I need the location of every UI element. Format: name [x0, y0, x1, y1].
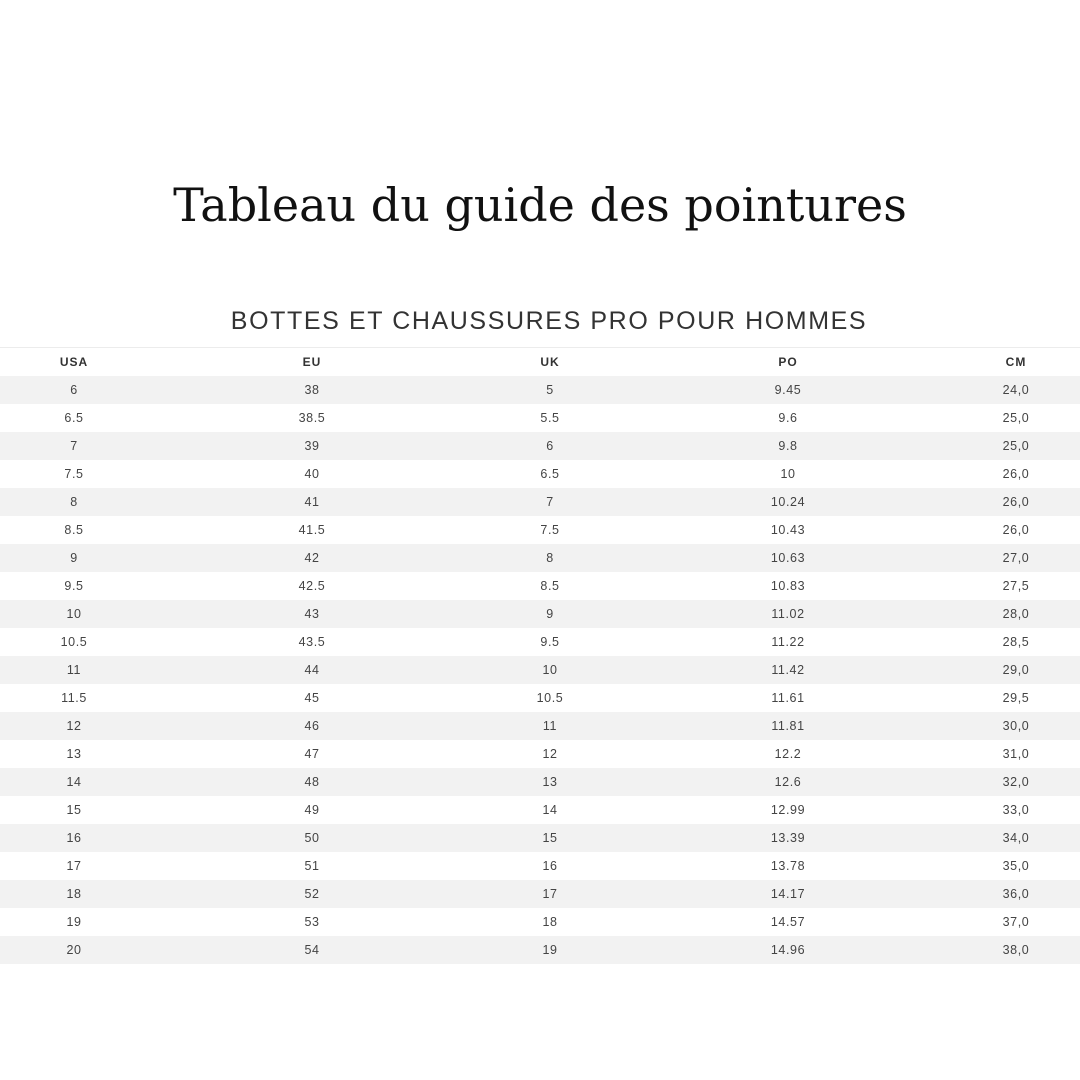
cell-cm: 27,5: [1002, 578, 1030, 593]
table-row: [0, 852, 1080, 880]
cell-cm: 34,0: [1002, 830, 1030, 845]
table-row: [0, 796, 1080, 824]
cell-usa: 8.5: [64, 522, 84, 537]
cell-cm: 28,0: [1002, 606, 1030, 621]
cell-usa: 19: [66, 914, 82, 929]
cell-eu: 43.5: [298, 634, 326, 649]
cell-po: 11.61: [771, 690, 805, 705]
cell-eu: 48: [304, 774, 320, 789]
page-title: Tableau du guide des pointures: [173, 178, 907, 232]
cell-usa: 6: [70, 382, 78, 397]
cell-uk: 8.5: [540, 578, 560, 593]
cell-po: 12.99: [770, 802, 806, 817]
cell-usa: 15: [66, 802, 82, 817]
cell-cm: 31,0: [1002, 746, 1030, 761]
cell-usa: 17: [66, 858, 82, 873]
table-caption: BOTTES ET CHAUSSURES PRO POUR HOMMES: [230, 307, 868, 335]
header-row: [0, 348, 1080, 376]
cell-usa: 7.5: [64, 466, 84, 481]
table-row: [0, 824, 1080, 852]
cell-po: 11.02: [771, 606, 805, 621]
table-row: [0, 544, 1080, 572]
cell-cm: 33,0: [1002, 802, 1030, 817]
cell-cm: 38,0: [1002, 942, 1030, 957]
table-row: [0, 404, 1080, 432]
cell-po: 13.78: [770, 858, 806, 873]
table-row: [0, 376, 1080, 404]
cell-cm: 28,5: [1002, 634, 1030, 649]
cell-po: 12.6: [774, 774, 802, 789]
table-row: [0, 880, 1080, 908]
cell-usa: 13: [66, 746, 82, 761]
cell-cm: 27,0: [1002, 550, 1030, 565]
cell-usa: 9.5: [64, 578, 84, 593]
header-uk: UK: [540, 354, 560, 369]
table-row: [0, 936, 1080, 964]
cell-uk: 14: [542, 802, 558, 817]
cell-cm: 30,0: [1002, 718, 1030, 733]
cell-uk: 19: [542, 942, 558, 957]
cell-eu: 47: [304, 746, 320, 761]
table-row: [0, 432, 1080, 460]
cell-eu: 41.5: [298, 522, 326, 537]
cell-po: 14.17: [770, 886, 806, 901]
cell-cm: 26,0: [1002, 494, 1030, 509]
cell-uk: 11: [542, 718, 558, 733]
cell-cm: 29,0: [1002, 662, 1030, 677]
table-row: [0, 656, 1080, 684]
table-row: [0, 572, 1080, 600]
cell-po: 9.6: [778, 410, 798, 425]
table-row: [0, 684, 1080, 712]
cell-usa: 12: [66, 718, 82, 733]
cell-eu: 38.5: [298, 410, 326, 425]
cell-uk: 5: [546, 382, 554, 397]
cell-uk: 13: [542, 774, 558, 789]
table-row: [0, 712, 1080, 740]
cell-usa: 11.5: [61, 690, 87, 705]
header-eu: EU: [302, 354, 322, 369]
table-row: [0, 628, 1080, 656]
cell-eu: 38: [304, 382, 320, 397]
cell-po: 14.57: [770, 914, 806, 929]
cell-usa: 8: [70, 494, 78, 509]
cell-eu: 49: [304, 802, 320, 817]
header-po: PO: [778, 354, 798, 369]
cell-eu: 43: [304, 606, 320, 621]
cell-po: 11.42: [771, 662, 805, 677]
cell-uk: 18: [542, 914, 558, 929]
cell-uk: 6: [546, 438, 554, 453]
cell-uk: 6.5: [540, 466, 560, 481]
cell-po: 11.22: [771, 634, 805, 649]
cell-usa: 9: [70, 550, 78, 565]
table-row: [0, 488, 1080, 516]
cell-po: 10.63: [770, 550, 806, 565]
cell-cm: 26,0: [1002, 522, 1030, 537]
cell-eu: 39: [304, 438, 320, 453]
table-row: [0, 740, 1080, 768]
cell-eu: 45: [304, 690, 320, 705]
cell-uk: 12: [542, 746, 558, 761]
cell-uk: 7.5: [540, 522, 560, 537]
header-usa: USA: [59, 354, 89, 369]
cell-usa: 16: [66, 830, 82, 845]
cell-cm: 32,0: [1002, 774, 1030, 789]
table-row: [0, 908, 1080, 936]
cell-eu: 41: [304, 494, 320, 509]
cell-uk: 16: [542, 858, 558, 873]
cell-cm: 36,0: [1002, 886, 1030, 901]
cell-uk: 7: [546, 494, 554, 509]
cell-cm: 26,0: [1002, 466, 1030, 481]
cell-usa: 18: [66, 886, 82, 901]
cell-usa: 7: [70, 438, 78, 453]
cell-cm: 37,0: [1002, 914, 1030, 929]
cell-cm: 29,5: [1002, 690, 1030, 705]
cell-usa: 14: [66, 774, 82, 789]
cell-uk: 5.5: [540, 410, 560, 425]
table-row: [0, 600, 1080, 628]
size-chart-table: [0, 347, 1080, 964]
cell-eu: 46: [304, 718, 320, 733]
cell-usa: 20: [66, 942, 82, 957]
cell-uk: 10.5: [536, 690, 564, 705]
table-header: [0, 348, 1080, 376]
cell-eu: 50: [304, 830, 320, 845]
cell-po: 10: [780, 466, 796, 481]
cell-eu: 53: [304, 914, 320, 929]
table-body: [0, 376, 1080, 964]
cell-usa: 10.5: [60, 634, 88, 649]
cell-uk: 15: [542, 830, 558, 845]
cell-cm: 25,0: [1002, 410, 1030, 425]
cell-usa: 11: [66, 662, 82, 677]
cell-usa: 6.5: [64, 410, 84, 425]
cell-po: 10.24: [770, 494, 806, 509]
cell-cm: 24,0: [1002, 382, 1030, 397]
cell-uk: 9: [546, 606, 554, 621]
table-row: [0, 768, 1080, 796]
cell-usa: 10: [66, 606, 82, 621]
cell-po: 11.81: [771, 718, 805, 733]
cell-eu: 54: [304, 942, 320, 957]
table-row: [0, 516, 1080, 544]
cell-eu: 44: [304, 662, 320, 677]
cell-eu: 42.5: [298, 578, 326, 593]
cell-eu: 40: [304, 466, 320, 481]
cell-cm: 35,0: [1002, 858, 1030, 873]
cell-po: 10.43: [770, 522, 806, 537]
cell-eu: 42: [304, 550, 320, 565]
cell-eu: 52: [304, 886, 320, 901]
cell-po: 10.83: [770, 578, 806, 593]
cell-po: 9.45: [774, 382, 802, 397]
cell-po: 12.2: [774, 746, 802, 761]
table-row: [0, 460, 1080, 488]
cell-cm: 25,0: [1002, 438, 1030, 453]
cell-uk: 9.5: [540, 634, 560, 649]
header-cm: CM: [1005, 354, 1027, 369]
cell-po: 14.96: [770, 942, 806, 957]
cell-po: 13.39: [770, 830, 806, 845]
cell-uk: 17: [542, 886, 558, 901]
cell-eu: 51: [304, 858, 320, 873]
cell-po: 9.8: [778, 438, 798, 453]
cell-uk: 8: [546, 550, 554, 565]
cell-uk: 10: [542, 662, 558, 677]
